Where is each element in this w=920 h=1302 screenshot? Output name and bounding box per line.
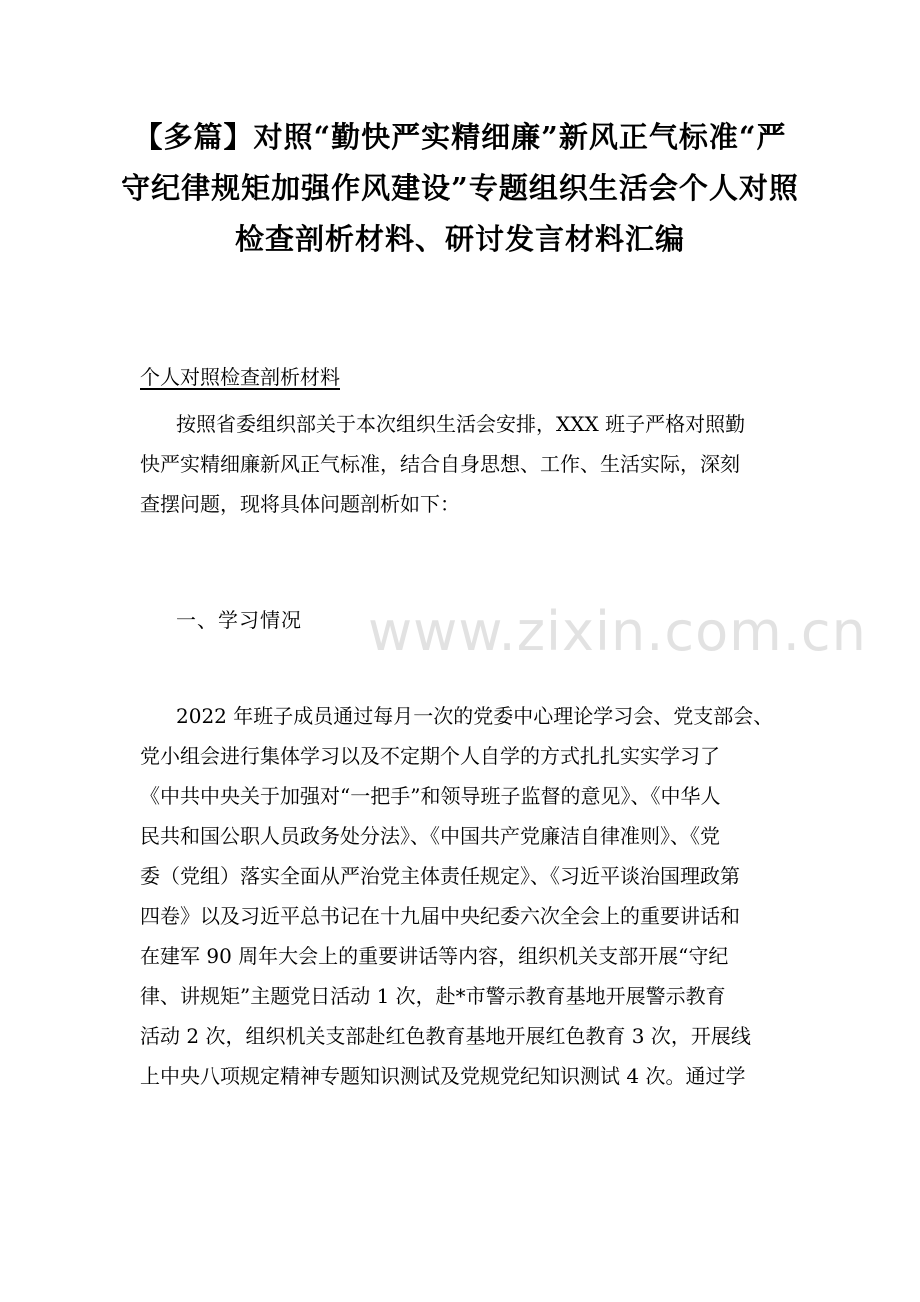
paragraph-line: 四卷》以及习近平总书记在十九届中央纪委六次全会上的重要讲话和 bbox=[140, 904, 740, 928]
section-heading: 个人对照检查剖析材料 bbox=[140, 365, 340, 389]
document-title bbox=[118, 112, 802, 265]
paragraph-line: 快严实精细廉新风正气标准，结合自身思想、工作、生活实际，深刻 bbox=[140, 452, 740, 476]
paragraph-line: 在建军 90 周年大会上的重要讲话等内容，组织机关支部开展“守纪 bbox=[140, 944, 729, 968]
title-line: 【多篇】对照“勤快严实精细廉”新风正气标准“严 bbox=[133, 120, 787, 154]
paragraph-intro bbox=[140, 404, 800, 524]
title-line: 检查剖析材料、研讨发言材料汇编 bbox=[234, 222, 685, 256]
paragraph-line: 上中央八项规定精神专题知识测试及党规党纪知识测试 4 次。通过学 bbox=[140, 1064, 746, 1088]
paragraph-study bbox=[140, 696, 800, 1096]
watermark: www.zixin.com.cn bbox=[368, 600, 867, 663]
paragraph-line: 党小组会进行集体学习以及不定期个人自学的方式扎扎实实学习了 bbox=[140, 744, 720, 768]
subheading-study: 一、学习情况 bbox=[176, 608, 302, 632]
paragraph-line: 查摆问题，现将具体问题剖析如下： bbox=[140, 492, 460, 516]
title-line: 守纪律规矩加强作风建设”专题组织生活会个人对照 bbox=[121, 171, 799, 205]
paragraph-line: 律、讲规矩”主题党日活动 1 次，赴*市警示教育基地开展警示教育 bbox=[140, 984, 726, 1008]
paragraph-line: 《中共中央关于加强对“一把手”和领导班子监督的意见》、《中华人 bbox=[140, 784, 721, 808]
paragraph-line: 2022 年班子成员通过每月一次的党委中心理论学习会、党支部会、 bbox=[176, 704, 774, 728]
paragraph-line: 活动 2 次，组织机关支部赴红色教育基地开展红色教育 3 次，开展线 bbox=[140, 1024, 751, 1048]
paragraph-line: 委（党组）落实全面从严治党主体责任规定》、《习近平谈治国理政第 bbox=[140, 864, 740, 888]
paragraph-line: 民共和国公职人员政务处分法》、《中国共产党廉洁自律准则》、《党 bbox=[140, 824, 720, 848]
paragraph-line: 按照省委组织部关于本次组织生活会安排，XXX 班子严格对照勤 bbox=[176, 412, 746, 436]
